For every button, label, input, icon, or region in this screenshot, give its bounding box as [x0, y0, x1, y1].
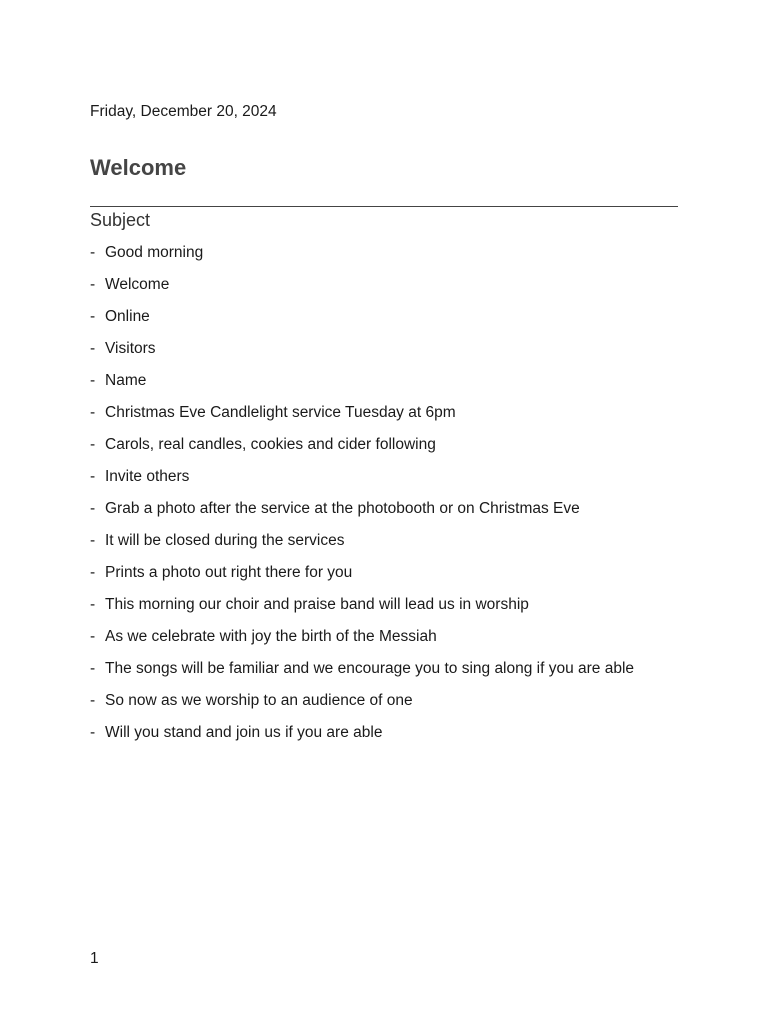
list-item — [90, 531, 634, 563]
list-item-text: The songs will be familiar and we encourage you to sing along if you are able — [105, 660, 635, 677]
list-item — [90, 307, 634, 339]
list-item-text: Name — [105, 372, 147, 389]
list-item — [90, 659, 634, 691]
bullet-dash: - — [90, 596, 96, 613]
title-divider — [90, 206, 678, 207]
list-item-text: Will you stand and join us if you are able — [105, 724, 383, 741]
bullet-dash: - — [90, 340, 96, 357]
list-item — [90, 691, 634, 723]
list-item-text: Carols, real candles, cookies and cider following — [105, 436, 436, 453]
list-item — [90, 275, 634, 307]
list-item — [90, 627, 634, 659]
list-item — [90, 595, 634, 627]
document-date: Friday, December 20, 2024 — [90, 103, 277, 120]
list-item — [90, 467, 634, 499]
page-number: 1 — [90, 950, 99, 967]
list-item — [90, 403, 634, 435]
list-item-text: So now as we worship to an audience of one — [105, 692, 413, 709]
bullet-dash: - — [90, 244, 96, 261]
list-item-text: This morning our choir and praise band will lead us in worship — [105, 596, 529, 613]
list-item — [90, 371, 634, 403]
list-item-text: It will be closed during the services — [105, 532, 345, 549]
list-item-text: Christmas Eve Candlelight service Tuesday at 6pm — [105, 404, 456, 421]
list-item-text: As we celebrate with joy the birth of the Messiah — [105, 628, 437, 645]
bullet-dash: - — [90, 372, 96, 389]
subject-heading: Subject — [90, 210, 151, 230]
list-item-text: Visitors — [105, 340, 156, 357]
bullet-dash: - — [90, 308, 96, 325]
bullet-dash: - — [90, 564, 96, 581]
list-item-text: Grab a photo after the service at the photobooth or on Christmas Eve — [105, 500, 580, 517]
list-item — [90, 723, 634, 755]
list-item — [90, 563, 634, 595]
bullet-dash: - — [90, 628, 96, 645]
bullet-dash: - — [90, 404, 96, 421]
bullet-dash: - — [90, 276, 96, 293]
bullet-dash: - — [90, 692, 96, 709]
bullet-dash: - — [90, 468, 96, 485]
list-item-text: Invite others — [105, 468, 190, 485]
list-item-text: Prints a photo out right there for you — [105, 564, 353, 581]
list-item-text: Good morning — [105, 244, 204, 261]
bullet-dash: - — [90, 436, 96, 453]
bullet-dash: - — [90, 724, 96, 741]
list-item — [90, 435, 634, 467]
list-item — [90, 243, 634, 275]
list-item — [90, 499, 634, 531]
bullet-dash: - — [90, 500, 96, 517]
list-item — [90, 339, 634, 371]
page-title: Welcome — [90, 155, 187, 180]
list-item-text: Online — [105, 308, 150, 325]
bullet-dash: - — [90, 660, 96, 677]
bullet-list — [90, 243, 634, 755]
list-item-text: Welcome — [105, 276, 170, 293]
bullet-dash: - — [90, 532, 96, 549]
